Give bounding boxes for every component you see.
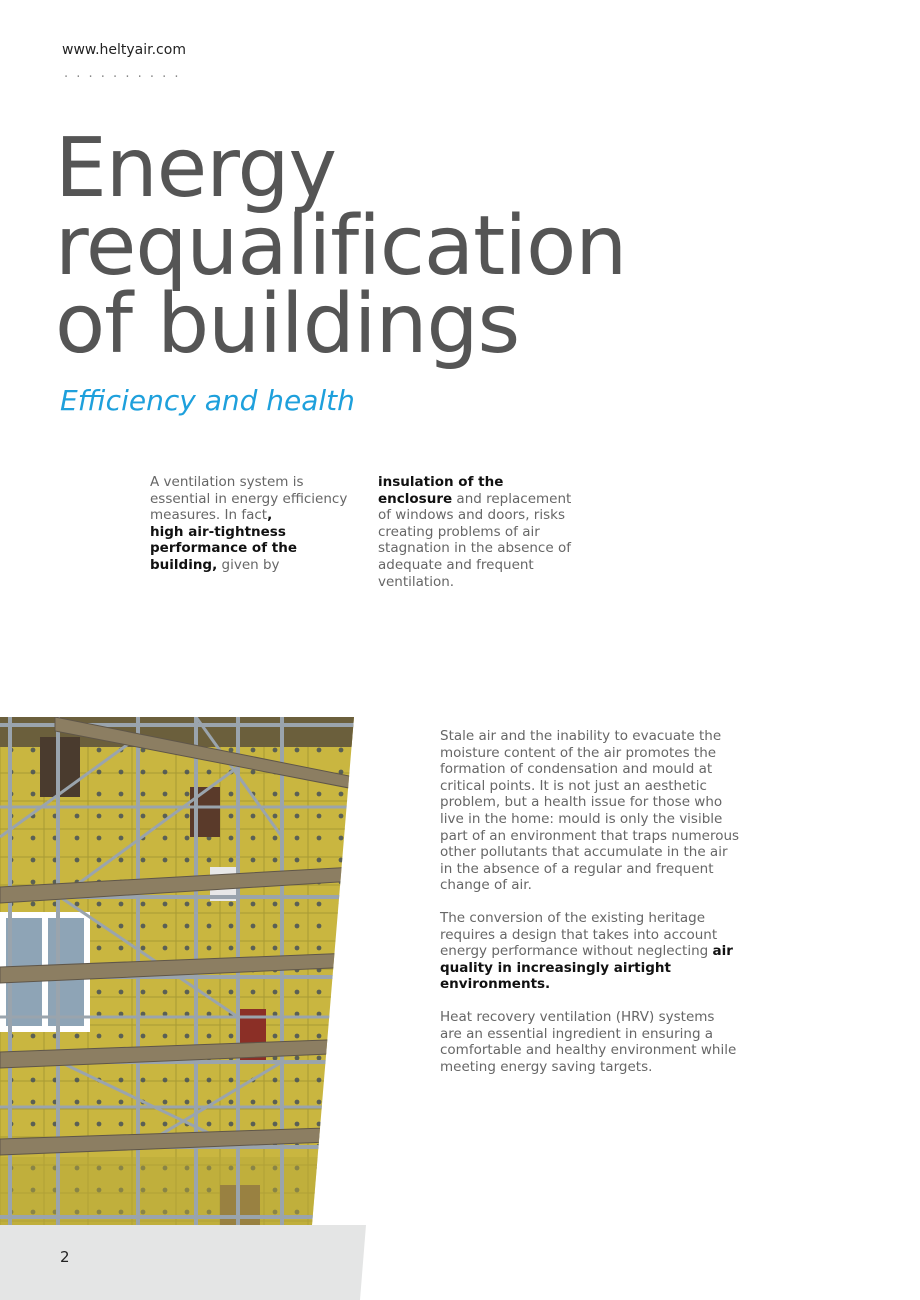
intro-column-2 xyxy=(378,474,578,590)
intro-emphasis: high air-tightness performance of the building, xyxy=(150,523,297,573)
intro-comma: , xyxy=(267,507,273,524)
page-number: 2 xyxy=(60,1248,70,1266)
page-title xyxy=(55,121,627,372)
intro-col2-emphasis: insulation of the enclosure xyxy=(378,474,504,507)
body-paragraph-2-emphasis: air quality in increasingly airtight environments. xyxy=(440,943,733,993)
body-paragraph-3: Heat recovery ventilation (HRV) systems are an essential ingredient in ensuring a comfortable and healthy environment while meeting energy saving targets. xyxy=(440,1008,737,1075)
intro-text: A ventilation system is essential in energy efficiency measures. In fact xyxy=(150,474,348,524)
title-line-2: requalification xyxy=(55,199,627,294)
body-column xyxy=(440,728,740,1091)
website-url: www.heltyair.com xyxy=(62,42,186,58)
scaffolding-photo xyxy=(0,717,354,1225)
title-line-3: of buildings xyxy=(55,277,520,372)
intro-tail: given by xyxy=(217,556,280,573)
body-paragraph-1: Stale air and the inability to evacuate the moisture content of the air promotes the formation of condensation and mould at critical points. It is not just an aesthetic problem, but a health issue for those who live in the home: mould is only the visible part of an environment that traps numerous other pollutants that accumulate in the air in the absence of a regular and frequent change of air. xyxy=(440,728,740,894)
intro-col2-text: and replacement of windows and doors, risks creating problems of air stagnation in the absence of adequate and frequent ventilation. xyxy=(378,490,572,590)
intro-column-1 xyxy=(150,474,360,574)
dotted-divider: . . . . . . . . . . xyxy=(64,66,181,81)
body-paragraph-2-text: The conversion of the existing heritage requires a design that takes into account energy performance without neglecting xyxy=(440,909,718,960)
title-line-1: Energy xyxy=(55,121,337,216)
footer-band xyxy=(0,1225,366,1300)
page-subtitle: Efficiency and health xyxy=(60,384,355,417)
body-paragraph-2 xyxy=(440,910,740,993)
